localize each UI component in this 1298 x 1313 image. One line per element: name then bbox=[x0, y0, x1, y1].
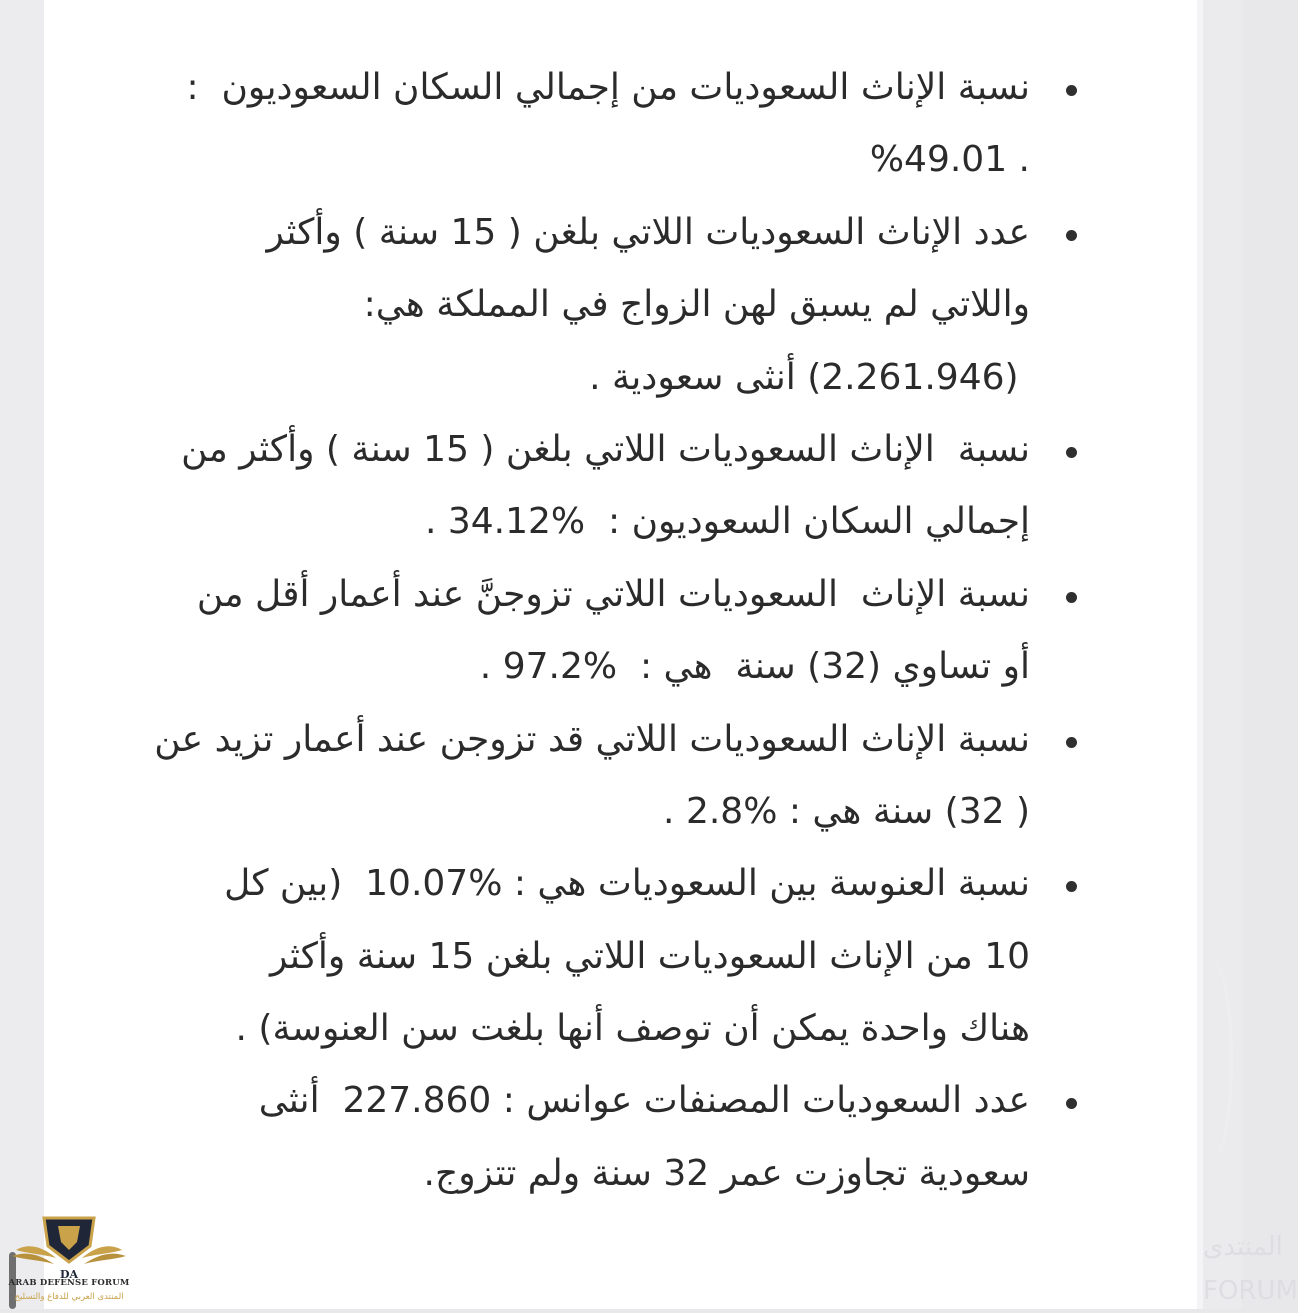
bullet-dot-icon bbox=[1066, 85, 1077, 96]
bullet-item bbox=[70, 52, 1030, 197]
bullet-line: نسبة الإناث السعوديات اللاتي تزوجنَّ عند أعمار أقل من bbox=[196, 573, 1030, 615]
bullet-line: ( 32) سنة هي : %2.8 . bbox=[663, 790, 1030, 832]
logo-title: ARAB DEFENSE FORUM bbox=[8, 1278, 130, 1288]
forum-logo bbox=[8, 1212, 130, 1309]
bullet-line: عدد السعوديات المصنفات عوانس : 227.860 أنثى bbox=[258, 1080, 1030, 1122]
bullet-line: نسبة الإناث السعوديات اللاتي قد تزوجن عند أعمار تزيد عن bbox=[154, 718, 1030, 760]
forum-emblem-icon bbox=[8, 1212, 130, 1282]
bullet-line: سعودية تجاوزت عمر 32 سنة ولم تتزوج. bbox=[423, 1152, 1030, 1194]
left-margin bbox=[0, 0, 44, 1309]
bullet-line: نسبة الإناث السعوديات اللاتي بلغن ( 15 سنة ) وأكثر من bbox=[181, 428, 1030, 470]
bullet-line: واللاتي لم يسبق لهن الزواج في المملكة هي: bbox=[363, 284, 1030, 326]
bullet-dot-icon bbox=[1066, 447, 1077, 458]
bullet-item bbox=[70, 414, 1030, 559]
bullet-dot-icon bbox=[1066, 737, 1077, 748]
bullet-line: 10 من الإناث السعوديات اللاتي بلغن 15 سنة وأكثر bbox=[270, 935, 1030, 977]
bullet-line: نسبة العنوسة بين السعوديات هي : %10.07 (بين كل bbox=[224, 863, 1030, 905]
bullet-item bbox=[70, 704, 1030, 849]
bullet-line: %49.01 . bbox=[858, 139, 1030, 181]
bullet-line: عدد الإناث السعوديات اللاتي بلغن ( 15 سنة ) وأكثر bbox=[266, 211, 1030, 253]
bullet-item bbox=[70, 848, 1030, 1065]
bullet-list bbox=[70, 52, 1030, 1210]
watermark-text: المنتدى FORUM bbox=[1203, 1232, 1298, 1306]
bullet-line: هناك واحدة يمكن أن توصف أنها بلغت سن العنوسة) . bbox=[235, 1008, 1030, 1050]
bullet-line: إجمالي السكان السعوديون : %34.12 . bbox=[424, 501, 1030, 543]
bullet-item bbox=[70, 559, 1030, 704]
bullet-dot-icon bbox=[1066, 592, 1077, 603]
bullet-dot-icon bbox=[1066, 230, 1077, 241]
bullet-item bbox=[70, 1065, 1030, 1210]
bullet-line: (2.261.946) أنثى سعودية . bbox=[589, 356, 1030, 398]
logo-emblem-letters: DA bbox=[59, 1268, 79, 1281]
bullet-line: نسبة الإناث السعوديات من إجمالي السكان السعوديون : bbox=[186, 67, 1030, 108]
bullet-line: أو تساوي (32) سنة هي : %97.2 . bbox=[479, 646, 1030, 688]
logo-subtitle: المنتدى العربي للدفاع والتسليح bbox=[14, 1292, 124, 1302]
bullet-item bbox=[70, 197, 1030, 414]
